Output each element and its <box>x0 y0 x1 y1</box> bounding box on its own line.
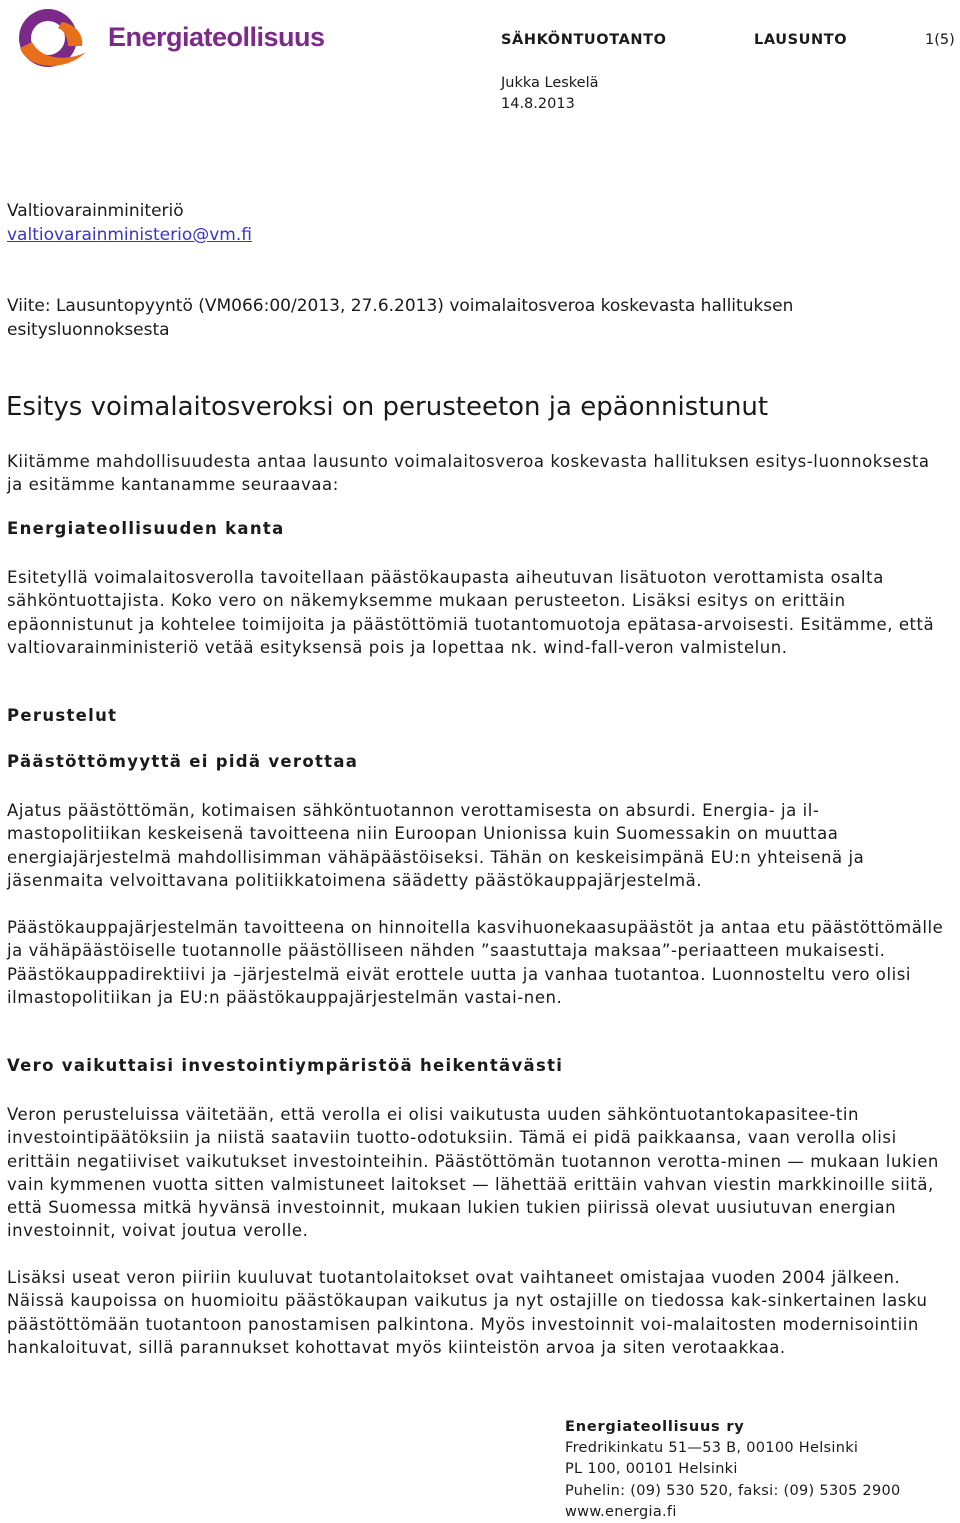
logo-mark-icon <box>2 2 102 72</box>
reference-line: Viite: Lausuntopyyntö (VM066:00/2013, 27.6.2013) voimalaitosveroa koskevasta hallituksen esitysluonnoksesta <box>7 296 794 340</box>
subsection-2-heading: Vero vaikuttaisi investointiympäristöä heikentävästi <box>7 1056 564 1075</box>
contact-footer <box>565 1417 945 1523</box>
footer-org-name: Energiateollisuus ry <box>565 1419 745 1435</box>
stance-heading: Energiateollisuuden kanta <box>7 519 285 538</box>
recipient-name: Valtiovarainminiteriö <box>7 201 184 221</box>
subsection-1-paragraph-2: Päästökauppajärjestelmän tavoitteena on hinnoitella kasvihuonekaasupäästöt ja antaa etu päästöttömälle ja vähäpäästöiselle tuotannolle päästölliseen nähden ”saastuttaja maksaa”-periaatteen mukaisesti. Päästökauppadirektiivi ja –järjestelmä eivät erottele uutta ja vanhaa tuotantoa. Luonnosteltu vero olisi ilmastopolitiikan ja EU:n päästökauppajärjestelmän vastai-nen. <box>7 918 944 1007</box>
grounds-heading: Perustelut <box>7 706 118 725</box>
recipient-email-link[interactable]: valtiovarainministerio@vm.fi <box>7 225 252 245</box>
intro-paragraph: Kiitämme mahdollisuudesta antaa lausunto voimalaitosveroa koskevasta hallituksen esitys-luonnoksesta ja esitämme kantanamme seuraavaa: <box>7 452 930 495</box>
footer-website-link[interactable]: www.energia.fi <box>565 1503 677 1520</box>
footer-po-box: PL 100, 00101 Helsinki <box>565 1461 738 1478</box>
document-kind: LAUSUNTO <box>754 32 848 48</box>
company-logo <box>2 2 325 72</box>
document-type: SÄHKÖNTUOTANTO <box>501 32 667 48</box>
document-title: Esitys voimalaitosveroksi on perusteeton ja epäonnistunut <box>6 392 769 422</box>
author-name: Jukka Leskelä <box>501 75 599 91</box>
document-date: 14.8.2013 <box>501 96 575 112</box>
stance-paragraph: Esitetyllä voimalaitosverolla tavoitellaan päästökaupasta aiheutuvan lisätuoton verottamista osalta sähköntuottajista. Koko vero on näkemyksemme mukaan perusteeton. Lisäksi esitys on erittäin epäonnistunut ja kohtelee toimijoita ja päästöttömiä tuotantomuotoja epätasa-arvoisesti. Esitämme, että valtiovarainministeriö vetää esityksensä pois ja lopettaa nk. wind-fall-veron valmistelun. <box>7 568 935 657</box>
footer-street-address: Fredrikinkatu 51—53 B, 00100 Helsinki <box>565 1440 859 1457</box>
subsection-1-paragraph-1: Ajatus päästöttömän, kotimaisen sähköntuotannon verottamisesta on absurdi. Energia- ja il-mastopolitiikan keskeisenä tavoitteena niin Euroopan Unionissa kuin Suomessakin on muuttaa energiajärjestelmä mahdollisimman vähäpäästöiseksi. Tähän on keskeisimpänä EU:n yhteisenä ja jäsenmaita velvoittavana politiikkatoimena säädetty päästökauppajärjestelmä. <box>7 801 865 890</box>
subsection-1-heading: Päästöttömyyttä ei pidä verottaa <box>7 752 359 771</box>
subsection-2-paragraph-1: Veron perusteluissa väitetään, että verolla ei olisi vaikutusta uuden sähköntuotantokapasitee-tin investointipäätöksiin ja niistä saataviin tuotto-odotuksiin. Tämä ei pidä paikkaansa, vaan verolla olisi erittäin negatiiviset vaikutukset investointeihin. Päästöttömän tuotannon verotta-minen — mukaan lukien vain kymmenen vuotta sitten valmistuneet laitokset — lähettää erittäin vahvan viestin markkinoille siitä, että Suomessa mitkä hyvänsä investoinnit, mukaan lukien tukien piirissä olevat uusiutuvan energian investoinnit, voivat joutua verolle. <box>7 1105 939 1241</box>
footer-phone: Puhelin: (09) 530 520, faksi: (09) 5305 2900 <box>565 1482 901 1499</box>
subsection-2-paragraph-2: Lisäksi useat veron piiriin kuuluvat tuotantolaitokset ovat vaihtaneet omistajaa vuoden 2004 jälkeen. Näissä kaupoissa on huomioitu päästökaupan vaikutus ja nyt ostajille on tiedossa kak-sinkertainen lasku päästöttömään tuotantoon panostamisen palkintona. Myös investoinnit voi-malaitosten modernisointiin hankaloituvat, sillä parannukset kohottavat myös kiinteistön arvoa ja siten verotaakkaa. <box>7 1268 928 1357</box>
page-number: 1(5) <box>925 32 955 48</box>
logo-wordmark: Energiateollisuus <box>108 22 325 52</box>
